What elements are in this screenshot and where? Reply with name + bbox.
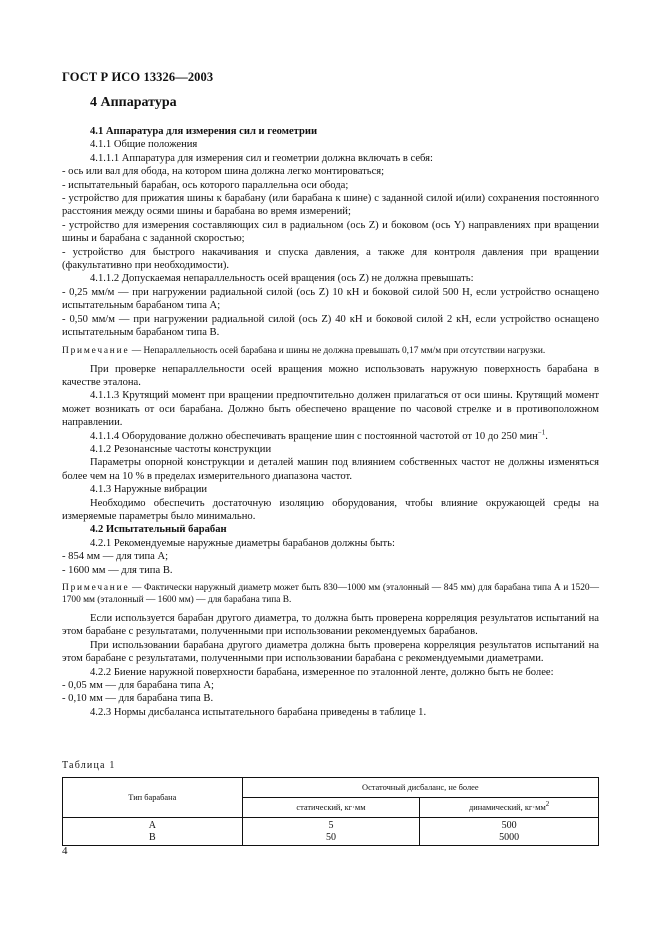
table-caption: Таблица 1	[62, 760, 116, 771]
page-number: 4	[62, 845, 68, 857]
paragraph: 4.1.2 Резонансные частоты конструкции	[90, 443, 272, 455]
paragraph: 4.1.1.3 Крутящий момент при вращении предпочтительно должен прилагаться от оси шины. Крутящий момент может возникать от оси барабана. Должно быть обеспечено вращение по часовой стрелке и в противоположном направлении.	[62, 390, 599, 429]
paragraph: 4.1.1 Общие положения	[90, 139, 198, 151]
note	[62, 582, 599, 606]
imbalance-table	[62, 777, 599, 846]
table-cell-type: А	[63, 818, 243, 832]
table-header-group: Остаточный дисбаланс, не более	[242, 778, 598, 798]
paragraph-text: 4.1.1.4 Оборудование должно обеспечивать вращение шин с постоянной частотой от 10 до 250 мин	[90, 430, 538, 442]
list-item: - устройство для быстрого накачивания и спуска давления, а также для контроля давления при вращении (факультативно при необходимости).	[62, 246, 599, 272]
superscript: −1	[537, 428, 546, 436]
dynamic-unit-superscript: 2	[545, 800, 550, 809]
paragraph: Необходимо обеспечить достаточную изоляцию оборудования, чтобы влияние окружающей среды на измеряемые параметры было минимально.	[62, 497, 599, 522]
paragraph: Параметры опорной конструкции и деталей машин под влиянием собственных частот не должны изменяться более чем на 10 % в пределах измерительного диапазона частот.	[62, 457, 599, 482]
list-item: - ось или вал для обода, на котором шина должна легко монтироваться;	[62, 166, 385, 178]
paragraph: 4.1.3 Наружные вибрации	[90, 484, 208, 496]
paragraph: 4.2.3 Нормы дисбаланса испытательного барабана приведены в таблице 1.	[90, 706, 427, 718]
paragraph: 4.1.1.2 Допускаемая непараллельность осей вращения (ось Z) не должна превышать:	[90, 273, 474, 285]
list-item: - 0,05 мм — для барабана типа А;	[62, 680, 214, 692]
paragraph	[62, 430, 599, 443]
table-cell-static: 50	[242, 832, 420, 846]
note-text: — Непараллельность осей барабана и шины не должна превышать 0,17 мм/м при отсутствии нагрузки.	[129, 345, 546, 356]
list-item: - испытательный барабан, ось которого параллельна оси обода;	[62, 179, 349, 191]
list-item: - 854 мм — для типа А;	[62, 551, 169, 563]
section-title: 4 Аппаратура	[90, 95, 177, 110]
paragraph: Если используется барабан другого диаметра, то должна быть проверена корреляция результатов испытаний на этом барабане с результатами, полученными при использовании рекомендуемых барабанов.	[62, 613, 599, 638]
paragraph: При использовании барабана другого диаметра должна быть проверена корреляция результатов испытаний на этом барабане с результатами, полученными при использовании барабана с рекомендуемыми диаметрами.	[62, 639, 599, 665]
paragraph-end: .	[545, 430, 548, 442]
list-item: - устройство для измерения составляющих сил в радиальном (ось Z) и боковом (ось Y) направлениях при вращении шины и барабана с заданной скоростью;	[62, 219, 599, 245]
subsection-heading: 4.1 Аппаратура для измерения сил и геометрии	[90, 126, 318, 137]
list-item: - 0,10 мм — для барабана типа В.	[62, 693, 214, 705]
table-cell-dynamic: 5000	[420, 832, 599, 846]
dynamic-label: динамический, кг·мм	[469, 803, 546, 812]
note	[62, 345, 599, 357]
subsection-heading: 4.2 Испытательный барабан	[90, 524, 227, 536]
document-body	[62, 125, 599, 719]
table-cell-dynamic: 500	[420, 818, 599, 832]
note-label: Примечание	[62, 345, 130, 356]
table-row	[63, 832, 599, 846]
note-label: Примечание	[62, 583, 130, 593]
paragraph: При проверке непараллельности осей вращения можно использовать наружную поверхность барабана в качестве эталона.	[62, 363, 599, 388]
paragraph: 4.1.1.1 Аппаратура для измерения сил и геометрии должна включать в себя:	[90, 152, 433, 164]
table-cell-static: 5	[242, 818, 420, 832]
list-item: - 0,50 мм/м — при нагружении радиальной силой (ось Z) 40 кН и боковой силой 2 кН, если устройство оснащено испытательным барабаном типа В.	[62, 313, 599, 339]
paragraph: 4.2.1 Рекомендуемые наружные диаметры барабанов должны быть:	[90, 537, 395, 549]
table-cell-type: В	[63, 832, 243, 846]
list-item: - 0,25 мм/м — при нагружении радиальной силой (ось Z) 10 кН и боковой силой 500 Н, если устройство оснащено испытательным барабаном типа А;	[62, 286, 599, 312]
list-item: - устройство для прижатия шины к барабану (или барабана к шине) с заданной силой и(или) сохранения постоянного расстояния между осями шины и барабана во время измерений;	[62, 193, 599, 218]
table-header-dynamic	[420, 798, 599, 818]
table-header-type: Тип барабана	[63, 778, 243, 818]
list-item: - 1600 мм — для типа В.	[62, 564, 173, 576]
standard-header: ГОСТ Р ИСО 13326—2003	[62, 70, 214, 84]
paragraph: 4.2.2 Биение наружной поверхности барабана, измеренное по эталонной ленте, должно быть не более:	[90, 666, 554, 678]
table-row	[63, 818, 599, 832]
note-text: — Фактически наружный диаметр может быть 830—1000 мм (эталонный — 845 мм) для барабана типа А и 1520—1700 мм (эталонный — 1600 мм) — для барабана типа В.	[62, 583, 599, 605]
table-header-static: статический, кг·мм	[242, 798, 420, 818]
